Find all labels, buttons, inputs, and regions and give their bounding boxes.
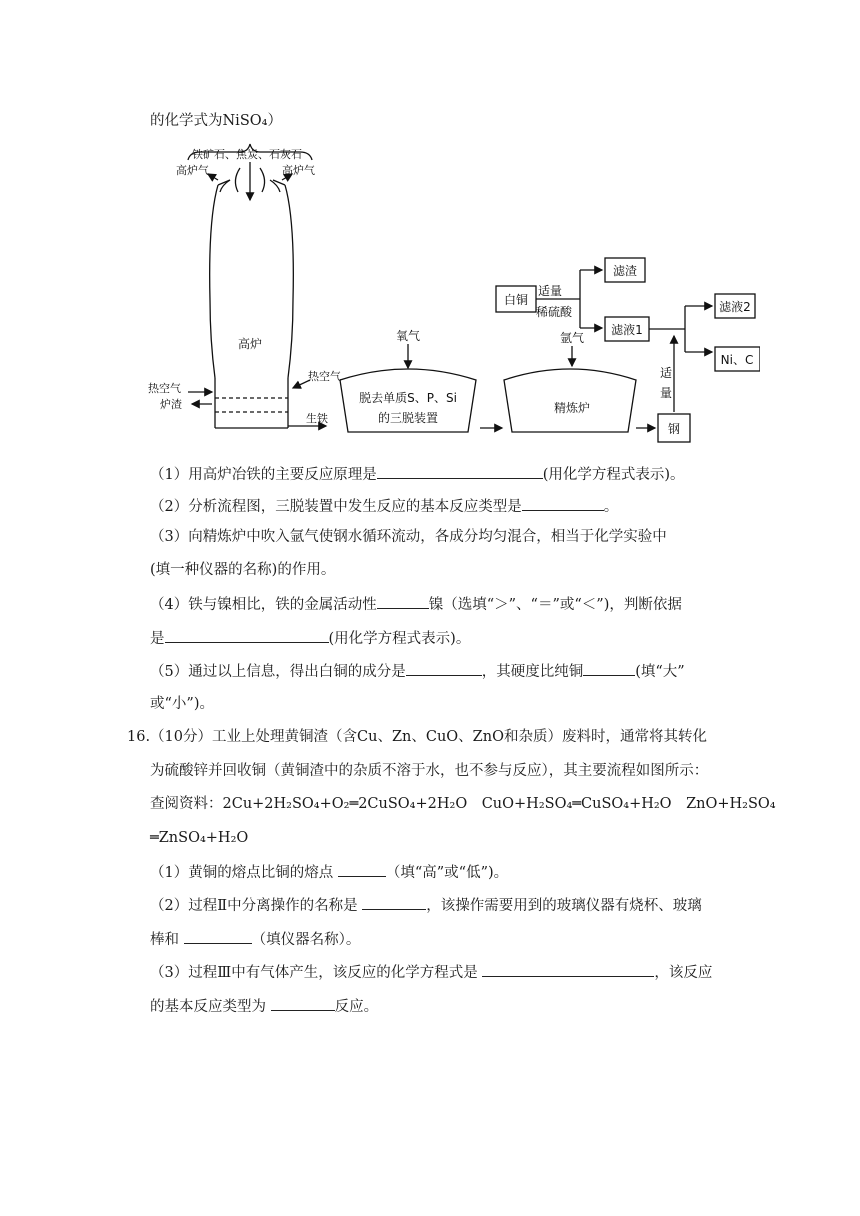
q15-item5-tail: (填“大”	[635, 664, 685, 680]
gas-left-label: 高炉气	[176, 164, 209, 177]
q15-item1-text: （1）用高炉冶铁的主要反应原理是	[150, 467, 377, 483]
q15-item5-mid: ，其硬度比纯铜	[481, 664, 584, 680]
filtrate2-label: 滤液2	[719, 300, 751, 314]
q15-item4-tail2: (用化学方程式表示)。	[328, 631, 471, 647]
answer-blank[interactable]	[362, 894, 426, 910]
acid-top-label: 适量	[538, 284, 563, 298]
answer-blank[interactable]	[522, 495, 604, 511]
answer-blank[interactable]	[482, 961, 654, 977]
q15-item4-tail: 镍（选填“＞”、“＝”或“＜”)，判断依据	[428, 597, 682, 613]
q16-item1-text: （1）黄铜的熔点比铜的熔点	[150, 865, 334, 881]
hot-air-left-label: 热空气	[148, 382, 181, 395]
q16-item3-line2	[150, 995, 378, 1017]
q16-stem-line2: 为硫酸锌并回收铜（黄铜渣中的杂质不溶于水，也不参与反应），其主要流程如图所示：	[150, 763, 709, 779]
q16-item2-tail2: （填仪器名称）。	[251, 932, 361, 948]
baitong-label: 白铜	[503, 293, 529, 307]
intro-line: 的化学式为NiSO₄）	[150, 113, 282, 129]
trap1-line2: 的三脱装置	[377, 411, 439, 425]
q16-item1-tail: （填“高”或“低”)。	[385, 865, 509, 881]
trap2-label: 精炼炉	[553, 401, 591, 415]
q15-item1	[150, 463, 685, 485]
q15-item4-text: （4）铁与镍相比，铁的金属活动性	[150, 597, 377, 613]
gas-right-label: 高炉气	[282, 164, 315, 177]
argon-label: 氩气	[560, 331, 585, 345]
slag-label: 炉渣	[160, 398, 182, 411]
q16-stem-line4: ═ZnSO₄+H₂O	[150, 830, 249, 846]
q15-item5-line2: 或“小”)。	[150, 696, 214, 712]
vertical-label-1: 适	[660, 366, 673, 380]
residue-label: 滤渣	[612, 264, 638, 278]
pig-iron-label: 生铁	[306, 412, 328, 425]
answer-blank[interactable]	[583, 660, 635, 676]
q15-item2-tail: 。	[603, 499, 619, 515]
answer-blank[interactable]	[184, 928, 252, 944]
oxygen-label: 氧气	[396, 329, 421, 343]
steel-label: 钢	[667, 422, 681, 436]
q16-item2-text: （2）过程Ⅱ中分离操作的名称是	[150, 898, 358, 914]
q15-item5-line1	[150, 660, 685, 682]
q15-item5-text: （5）通过以上信息，得出白铜的成分是	[150, 664, 406, 680]
q16-stem-line3: 查阅资料：2Cu+2H₂SO₄+O₂═2CuSO₄+2H₂O CuO+H₂SO₄═CuSO₄+H₂O ZnO+H₂SO₄	[150, 796, 776, 812]
answer-blank[interactable]	[271, 995, 335, 1011]
answer-blank[interactable]	[406, 660, 482, 676]
filtrate1-label: 滤液1	[611, 323, 643, 337]
feed-label: 铁矿石、焦炭、石灰石	[192, 148, 302, 161]
q15-item3-line2: (填一种仪器的名称)的作用。	[150, 562, 336, 578]
q15-item2	[150, 495, 618, 517]
q16-item1	[150, 861, 508, 883]
trap1-line1: 脱去单质S、P、Si	[359, 391, 457, 405]
q15-item4-text2: 是	[150, 631, 165, 647]
q16-stem-line1: 16.（10分）工业上处理黄铜渣（含Cu、Zn、CuO、ZnO和杂质）废料时，通常将其转化	[127, 729, 707, 745]
q16-item2-line1	[150, 894, 702, 916]
q16-item3-line1	[150, 961, 712, 983]
q15-item3-line1: （3）向精炼炉中吹入氩气使钢水循环流动，各成分均匀混合，相当于化学实验中	[150, 529, 667, 545]
acid-bottom-label: 稀硫酸	[536, 305, 573, 319]
q16-item2-tail: ，该操作需要用到的玻璃仪器有烧杯、玻璃	[426, 898, 702, 914]
q16-item2-line2	[150, 928, 360, 950]
q16-item3-text2: 的基本反应类型为	[150, 999, 266, 1015]
q16-item2-text2: 棒和	[150, 932, 179, 948]
process-flow-diagram	[140, 140, 760, 445]
answer-blank[interactable]	[165, 627, 329, 643]
furnace-label: 高炉	[238, 337, 263, 351]
q16-item3-tail: ，该反应	[654, 965, 713, 981]
ni-c-label: Ni、C	[720, 353, 754, 367]
vertical-label-2: 量	[660, 386, 673, 400]
q16-item3-tail2: 反应。	[334, 999, 379, 1015]
answer-blank[interactable]	[377, 463, 543, 479]
answer-blank[interactable]	[377, 593, 429, 609]
q15-item2-text: （2）分析流程图，三脱装置中发生反应的基本反应类型是	[150, 499, 522, 515]
hot-air-right-label: 热空气	[308, 370, 341, 383]
q16-item3-text: （3）过程Ⅲ中有气体产生，该反应的化学方程式是	[150, 965, 478, 981]
q15-item1-tail: (用化学方程式表示)。	[542, 467, 685, 483]
answer-blank[interactable]	[338, 861, 386, 877]
q15-item4-line2	[150, 627, 470, 649]
q15-item4-line1	[150, 593, 682, 615]
